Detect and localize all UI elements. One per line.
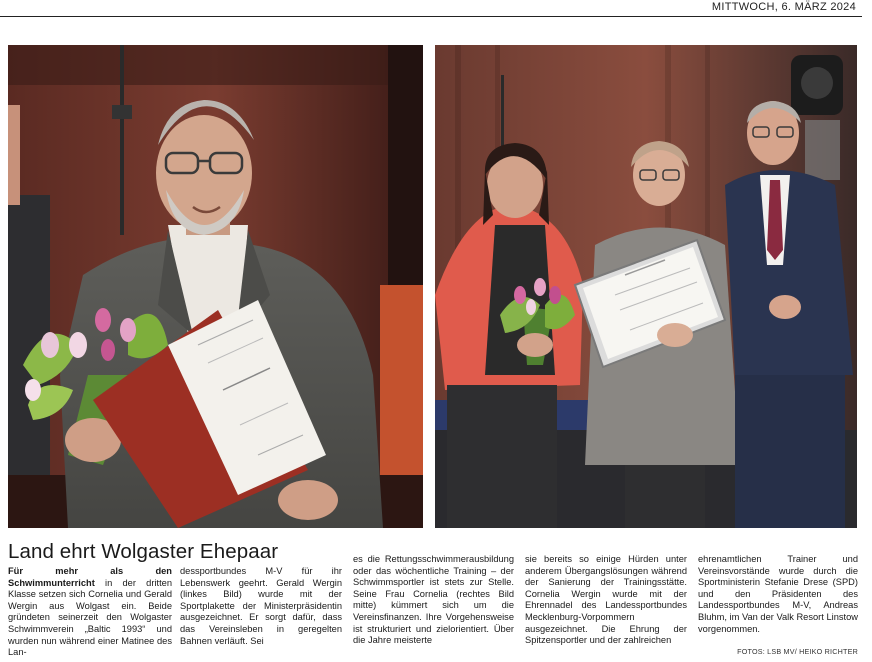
article-col3-text: es die Rettungsschwimmerausbildung oder das wöchentliche Training – der Schwimmsportler ist stets zur Stelle. Seine Frau Cornelia (rechtes Bild mitte) kümmert sich um die Vereinsfinanzen. Ihre Vorgehensweise ist strukturiert und zielorientiert. Über die Jahre meisterte bbox=[353, 554, 514, 646]
photo-credit: FOTOS: LSB MV/ HEIKO RICHTER bbox=[737, 647, 858, 656]
article-column-1 bbox=[8, 566, 172, 659]
article-column-2 bbox=[180, 566, 342, 647]
photo-right-award-group bbox=[435, 45, 857, 528]
article-col1-text: in der dritten Klasse setzen sich Cornelia und Gerald Wergin aus Wolgast ein. Beide gründeten seinerzeit den Wolgaster Schwimmverein „Baltic 1993“ und wurden nun während einer Matinee des Lan- bbox=[8, 577, 172, 658]
article-lead: Für mehr als den Schwimmunterricht bbox=[8, 566, 172, 588]
article-column-4 bbox=[525, 554, 687, 647]
article-col4-text: sie bereits so einige Hürden unter anderem Übergangslösungen während der Sanierung der Trainingsstätte. Cornelia Wergin wurde mit der Ehrennadel des Landessportbundes Mecklenburg-Vorpommern ausgezeichnet. Die Ehrung der Spitzensportler und der zahlreichen bbox=[525, 554, 687, 646]
issue-date: MITTWOCH, 6. MÄRZ 2024 bbox=[711, 1, 856, 13]
dateline bbox=[0, 0, 862, 17]
article-col2-text: dessportbundes M-V für ihr Lebenswerk geehrt. Gerald Wergin (linkes Bild) wurde mit der Sportplakette der Ministerpräsidentin ausgezeichnet. Er sorgt dafür, dass das Vereinsleben in geregelten Bahnen verläuft. Sei bbox=[180, 566, 342, 646]
photo-left-image bbox=[8, 45, 423, 528]
photo-right-image bbox=[435, 45, 857, 528]
article-col5-text: ehrenamtlichen Trainer und Vereinsvorstände wurde durch die Sportministerin Stefanie Drese (SPD) und den Präsidenten des Landessportbundes M-V, Andreas Bluhm, im Van der Valk Resort Linstow vorgenommen. bbox=[698, 554, 858, 634]
article-column-3 bbox=[353, 554, 514, 647]
photo-left-gerald-wergin bbox=[8, 45, 423, 528]
article-headline: Land ehrt Wolgaster Ehepaar bbox=[8, 540, 279, 563]
article-column-5 bbox=[698, 554, 858, 635]
